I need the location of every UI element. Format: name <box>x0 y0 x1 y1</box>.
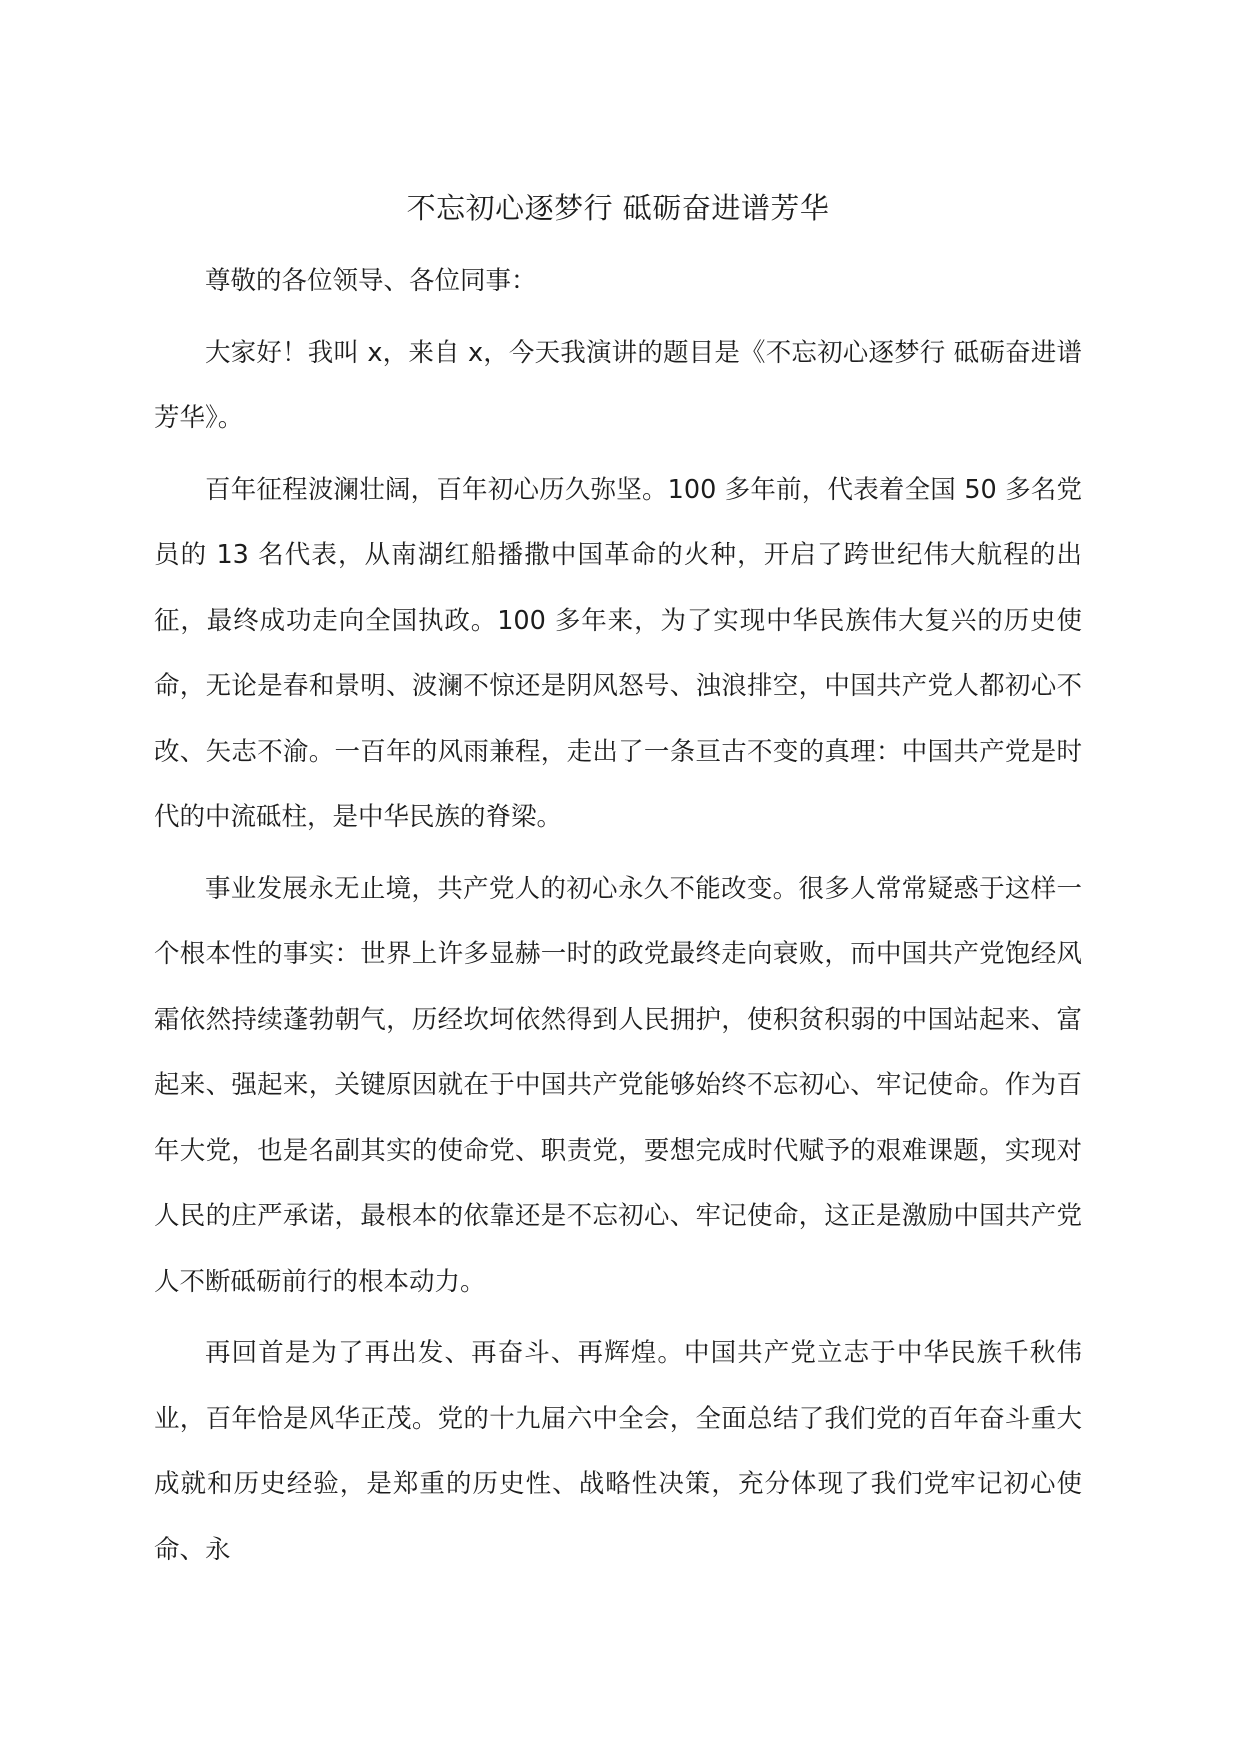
paragraph-introduction: 大家好！我叫 x，来自 x，今天我演讲的题目是《不忘初心逐梦行 砥砺奋进谱芳华》。 <box>154 337 1082 433</box>
document-title: 不忘初心逐梦行 砥砺奋进谱芳华 <box>406 191 830 225</box>
document-body <box>154 175 1082 1589</box>
paragraph-new-journey: 再回首是为了再出发、再奋斗、再辉煌。中国共产党立志于中华民族千秋伟业，百年恰是风华正茂。党的十九届六中全会，全面总结了我们党的百年奋斗重大成就和历史经验，是郑重的历史性、战略性决策，充分体现了我们党牢记初心使命、永 <box>154 1338 1082 1565</box>
paragraph-salutation: 尊敬的各位领导、各位同事： <box>205 266 537 296</box>
paragraph-century-journey: 百年征程波澜壮阔，百年初心历久弥坚。100 多年前，代表着全国 50 多名党员的 13 名代表，从南湖红船播撒中国革命的火种，开启了跨世纪伟大航程的出征，最终成功走向全国执政。100 多年来，为了实现中华民族伟大复兴的历史使命，无论是春和景明、波澜不惊还是阴风怒号、浊浪排空，中国共产党人都初心不改、矢志不渝。一百年的风雨兼程，走出了一条亘古不变的真理：中国共产党是时代的中流砥柱，是中华民族的脊梁。 <box>154 474 1082 832</box>
paragraph-original-aspiration: 事业发展永无止境，共产党人的初心永久不能改变。很多人常常疑惑于这样一个根本性的事实：世界上许多显赫一时的政党最终走向衰败，而中国共产党饱经风霜依然持续蓬勃朝气，历经坎坷依然得到人民拥护，使积贫积弱的中国站起来、富起来、强起来，关键原因就在于中国共产党能够始终不忘初心、牢记使命。作为百年大党，也是名副其实的使命党、职责党，要想完成时代赋予的艰难课题，实现对人民的庄严承诺，最根本的依靠还是不忘初心、牢记使命，这正是激励中国共产党人不断砥砺前行的根本动力。 <box>154 873 1082 1297</box>
